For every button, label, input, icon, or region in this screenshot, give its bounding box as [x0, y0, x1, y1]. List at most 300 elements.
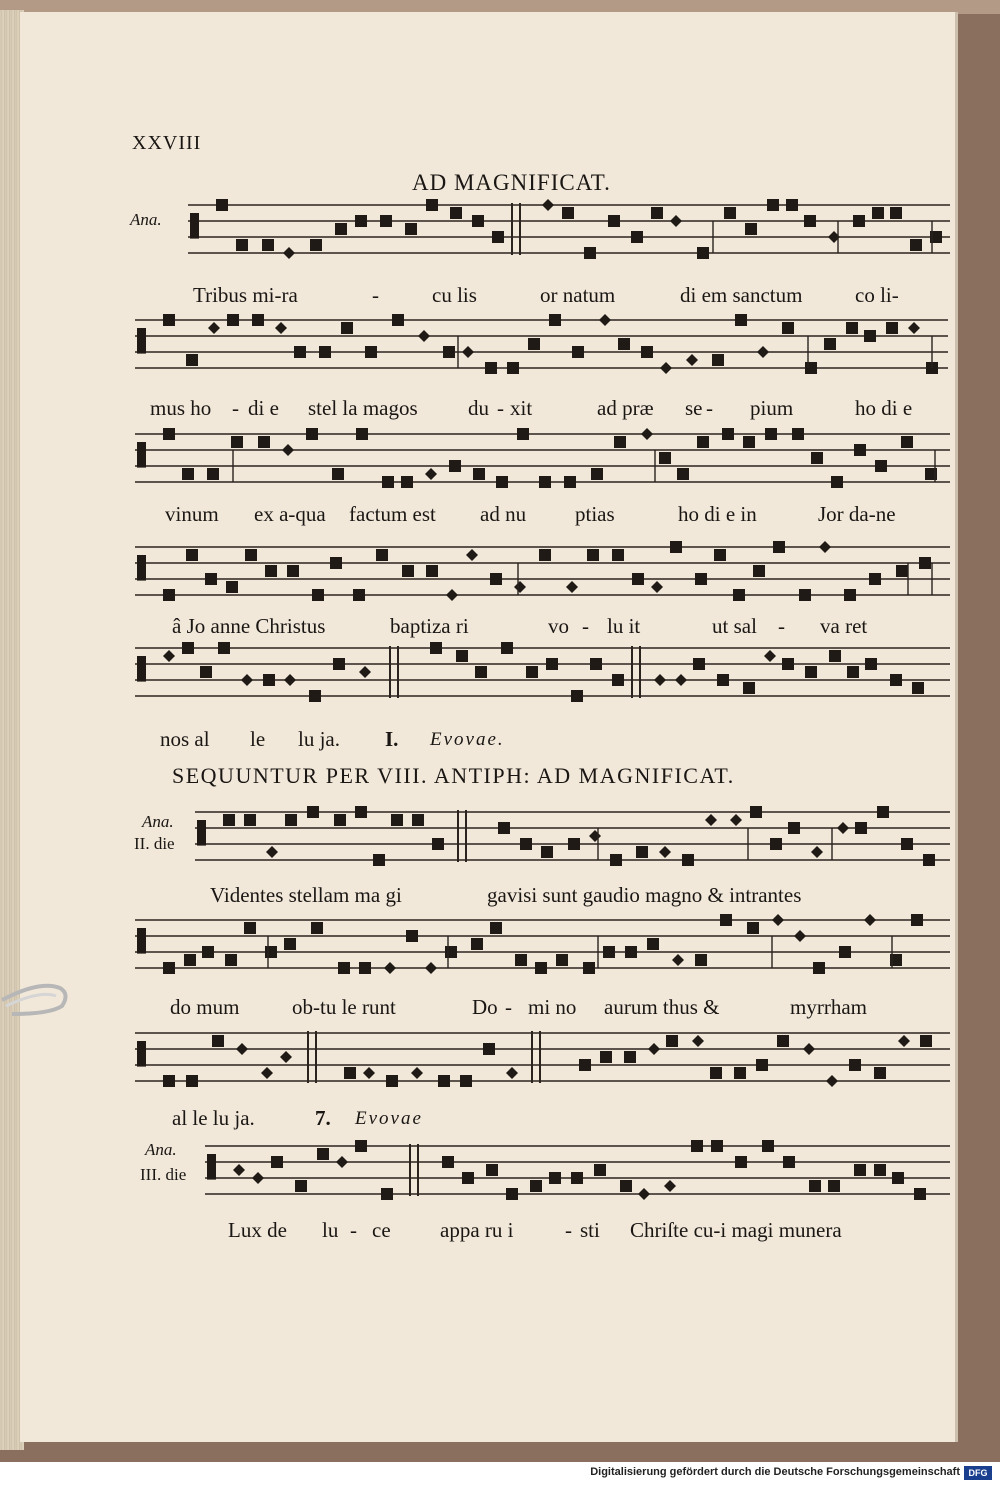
rhombus-neume [599, 314, 611, 326]
square-neume [849, 1059, 861, 1071]
square-neume [783, 1156, 795, 1168]
rhombus-neume [336, 1156, 348, 1168]
square-neume [216, 199, 228, 211]
square-neume [438, 1075, 450, 1087]
square-neume [670, 541, 682, 553]
square-neume [163, 589, 175, 601]
square-neume [901, 436, 913, 448]
rhombus-neume [864, 914, 876, 926]
square-neume [792, 428, 804, 440]
square-neume [610, 854, 622, 866]
square-neume [614, 436, 626, 448]
square-neume [462, 1172, 474, 1184]
square-neume [244, 922, 256, 934]
square-neume [310, 239, 322, 251]
square-neume [285, 814, 297, 826]
rhombus-neume [794, 930, 806, 942]
lyric-syllable: ob-tu le runt [292, 995, 396, 1019]
lyric-syllable: le [250, 727, 266, 751]
lyric-syllable: se [685, 396, 703, 420]
lyric-syllable: baptiza ri [390, 614, 469, 638]
lyric-syllable: co li- [855, 283, 899, 307]
square-neume [262, 239, 274, 251]
square-neume [568, 838, 580, 850]
square-neume [901, 838, 913, 850]
lyric-syllable: - [232, 396, 239, 420]
rhombus-neume [282, 444, 294, 456]
rhombus-neume [660, 362, 672, 374]
rhombus-neume [638, 1188, 650, 1200]
rhombus-neume [275, 322, 287, 334]
lyric-syllable: du [468, 396, 489, 420]
square-neume [624, 1051, 636, 1063]
square-neume [386, 1075, 398, 1087]
lyric-syllable: gavisi sunt gaudio magno & intrantes [487, 883, 802, 907]
square-neume [590, 658, 602, 670]
square-neume [426, 565, 438, 577]
square-neume [854, 1164, 866, 1176]
rhombus-neume [466, 549, 478, 561]
square-neume [753, 565, 765, 577]
square-neume [682, 854, 694, 866]
digitization-credit: Digitalisierung gefördert durch die Deutsche Forschungsgemeinschaft [590, 1466, 960, 1478]
lyric-syllable: ho di e in [678, 502, 757, 526]
lyric-syllable: - [505, 995, 512, 1019]
square-neume [854, 444, 866, 456]
square-neume [666, 1035, 678, 1047]
square-neume [912, 682, 924, 694]
square-neume [496, 476, 508, 488]
lyric-syllable: cu lis [432, 283, 477, 307]
lyric-syllable: ho di e [855, 396, 913, 420]
square-neume [583, 962, 595, 974]
rhombus-neume [418, 330, 430, 342]
square-neume [813, 962, 825, 974]
square-neume [485, 362, 497, 374]
square-neume [620, 1180, 632, 1192]
square-neume [546, 658, 558, 670]
rhombus-neume [675, 674, 687, 686]
rhombus-neume [252, 1172, 264, 1184]
square-neume [910, 239, 922, 251]
square-neume [562, 207, 574, 219]
rhombus-neume [283, 247, 295, 259]
digitization-footer [0, 1462, 1000, 1485]
square-neume [786, 199, 798, 211]
square-neume [886, 322, 898, 334]
square-neume [911, 914, 923, 926]
square-neume [344, 1067, 356, 1079]
square-neume [603, 946, 615, 958]
square-neume [432, 838, 444, 850]
square-neume [711, 1140, 723, 1152]
square-neume [853, 215, 865, 227]
square-neume [612, 674, 624, 686]
square-neume [600, 1051, 612, 1063]
square-neume [770, 838, 782, 850]
square-neume [231, 436, 243, 448]
square-neume [381, 1188, 393, 1200]
square-neume [338, 962, 350, 974]
square-neume [486, 1164, 498, 1176]
tone-mode-number: I. [385, 727, 399, 751]
lyric-syllable: Chriſte cu-i magi munera [630, 1218, 842, 1242]
square-neume [722, 428, 734, 440]
square-neume [330, 557, 342, 569]
square-neume [163, 1075, 175, 1087]
square-neume [809, 1180, 821, 1192]
lyric-syllable: ad præ [597, 396, 654, 420]
square-neume [473, 468, 485, 480]
c-clef-icon [137, 1041, 146, 1067]
lyric-syllable: vo [548, 614, 569, 638]
square-neume [865, 658, 877, 670]
square-neume [608, 215, 620, 227]
square-neume [890, 207, 902, 219]
square-neume [186, 1075, 198, 1087]
rhombus-neume [425, 468, 437, 480]
lyric-syllable: nos al [160, 727, 210, 751]
lyric-syllable: myrrham [790, 995, 867, 1019]
square-neume [186, 354, 198, 366]
lyric-syllable: - [372, 283, 379, 307]
square-neume [515, 954, 527, 966]
rhombus-neume [664, 1180, 676, 1192]
square-neume [541, 846, 553, 858]
square-neume [271, 1156, 283, 1168]
lyric-syllable: ex a-qua [254, 502, 326, 526]
square-neume [244, 814, 256, 826]
lyric-syllable: Videntes stellam ma gi [210, 883, 402, 907]
square-neume [450, 207, 462, 219]
square-neume [750, 806, 762, 818]
lyric-syllable: ce [372, 1218, 391, 1242]
rhombus-neume [898, 1035, 910, 1047]
square-neume [587, 549, 599, 561]
square-neume [202, 946, 214, 958]
square-neume [401, 476, 413, 488]
square-neume [632, 573, 644, 585]
square-neume [460, 1075, 472, 1087]
lyric-syllable: pium [750, 396, 794, 420]
square-neume [641, 346, 653, 358]
rhombus-neume [659, 846, 671, 858]
lyric-syllable: - [706, 396, 713, 420]
square-neume [773, 541, 785, 553]
square-neume [782, 322, 794, 334]
c-clef-icon [190, 213, 199, 239]
square-neume [376, 549, 388, 561]
lyric-syllable: - [565, 1218, 572, 1242]
antiphon-day-label: II. die [134, 834, 175, 853]
lyric-syllable: di e [248, 396, 279, 420]
square-neume [507, 362, 519, 374]
square-neume [612, 549, 624, 561]
square-neume [743, 682, 755, 694]
square-neume [265, 565, 277, 577]
square-neume [659, 452, 671, 464]
square-neume [877, 806, 889, 818]
square-neume [200, 666, 212, 678]
square-neume [236, 239, 248, 251]
rhombus-neume [506, 1067, 518, 1079]
square-neume [829, 650, 841, 662]
lyric-syllable: di em sanctum [680, 283, 803, 307]
square-neume [733, 589, 745, 601]
square-neume [724, 207, 736, 219]
rhombus-neume [803, 1043, 815, 1055]
square-neume [767, 199, 779, 211]
rhombus-neume [692, 1035, 704, 1047]
square-neume [875, 460, 887, 472]
square-neume [443, 346, 455, 358]
square-neume [564, 476, 576, 488]
square-neume [788, 822, 800, 834]
rhombus-neume [384, 962, 396, 974]
square-neume [332, 468, 344, 480]
section-title: AD MAGNIFICAT. [412, 170, 611, 195]
rhombus-neume [514, 581, 526, 593]
square-neume [625, 946, 637, 958]
square-neume [890, 674, 902, 686]
square-neume [777, 1035, 789, 1047]
lyric-syllable: xit [510, 396, 533, 420]
square-neume [212, 1035, 224, 1047]
lyric-syllable: - [497, 396, 504, 420]
lyric-syllable: ad nu [480, 502, 527, 526]
square-neume [294, 346, 306, 358]
square-neume [714, 549, 726, 561]
square-neume [373, 854, 385, 866]
square-neume [392, 314, 404, 326]
square-neume [636, 846, 648, 858]
square-neume [743, 436, 755, 448]
lyric-syllable: va ret [820, 614, 868, 638]
square-neume [647, 938, 659, 950]
lyric-syllable: Do [472, 995, 498, 1019]
square-neume [572, 346, 584, 358]
square-neume [782, 658, 794, 670]
square-neume [872, 207, 884, 219]
rhombus-neume [589, 830, 601, 842]
square-neume [391, 814, 403, 826]
lyric-syllable: vinum [165, 502, 219, 526]
c-clef-icon [137, 928, 146, 954]
square-neume [539, 476, 551, 488]
square-neume [406, 930, 418, 942]
square-neume [717, 674, 729, 686]
lyric-syllable: or natum [540, 283, 616, 307]
rhombus-neume [641, 428, 653, 440]
square-neume [449, 460, 461, 472]
square-neume [579, 1059, 591, 1071]
rhombus-neume [261, 1067, 273, 1079]
square-neume [517, 428, 529, 440]
square-neume [490, 922, 502, 934]
square-neume [295, 1180, 307, 1192]
c-clef-icon [137, 656, 146, 682]
square-neume [528, 338, 540, 350]
square-neume [501, 642, 513, 654]
square-neume [227, 314, 239, 326]
dfg-logo: DFG [964, 1466, 992, 1480]
square-neume [258, 436, 270, 448]
square-neume [839, 946, 851, 958]
square-neume [355, 215, 367, 227]
square-neume [855, 822, 867, 834]
rhombus-neume [757, 346, 769, 358]
square-neume [306, 428, 318, 440]
square-neume [526, 666, 538, 678]
square-neume [799, 589, 811, 601]
lyric-syllable: do mum [170, 995, 240, 1019]
rhombus-neume [672, 954, 684, 966]
lyric-syllable: lu it [607, 614, 641, 638]
rhombus-neume [266, 846, 278, 858]
square-neume [594, 1164, 606, 1176]
square-neume [530, 1180, 542, 1192]
rhombus-neume [826, 1075, 838, 1087]
square-neume [697, 436, 709, 448]
square-neume [734, 1067, 746, 1079]
rhombus-neume [764, 650, 776, 662]
square-neume [380, 215, 392, 227]
lyric-syllable: factum est [349, 502, 436, 526]
square-neume [720, 914, 732, 926]
square-neume [506, 1188, 518, 1200]
square-neume [333, 658, 345, 670]
square-neume [735, 1156, 747, 1168]
lyric-syllable: mus ho [150, 396, 212, 420]
rhombus-neume [425, 962, 437, 974]
square-neume [287, 565, 299, 577]
antiphon-day-label: III. die [140, 1165, 187, 1184]
square-neume [571, 1172, 583, 1184]
rhombus-neume [670, 215, 682, 227]
square-neume [549, 314, 561, 326]
square-neume [245, 549, 257, 561]
square-neume [456, 650, 468, 662]
lyric-syllable: Lux de [228, 1218, 287, 1242]
lyric-syllable: - [582, 614, 589, 638]
c-clef-icon [137, 328, 146, 354]
square-neume [693, 658, 705, 670]
antiphon-label: Ana. [145, 1140, 177, 1159]
square-neume [356, 428, 368, 440]
lyric-syllable: sti [580, 1218, 600, 1242]
square-neume [695, 573, 707, 585]
rhombus-neume [411, 1067, 423, 1079]
rhombus-neume [236, 1043, 248, 1055]
evovae-cadence: Evovae [355, 1108, 423, 1129]
square-neume [591, 468, 603, 480]
c-clef-icon [197, 820, 206, 846]
c-clef-icon [207, 1154, 216, 1180]
rhombus-neume [686, 354, 698, 366]
c-clef-icon [137, 442, 146, 468]
lyric-syllable: mi no [528, 995, 577, 1019]
square-neume [163, 314, 175, 326]
rhombus-neume [542, 199, 554, 211]
square-neume [492, 231, 504, 243]
square-neume [355, 806, 367, 818]
square-neume [677, 468, 689, 480]
square-neume [430, 642, 442, 654]
c-clef-icon [137, 555, 146, 581]
square-neume [483, 1043, 495, 1055]
rhombus-neume [730, 814, 742, 826]
square-neume [828, 1180, 840, 1192]
rhombus-neume [208, 322, 220, 334]
square-neume [697, 247, 709, 259]
rhombus-neume [772, 914, 784, 926]
rhombus-neume [284, 674, 296, 686]
rhombus-neume [233, 1164, 245, 1176]
square-neume [402, 565, 414, 577]
square-neume [811, 452, 823, 464]
square-neume [631, 231, 643, 243]
square-neume [334, 814, 346, 826]
square-neume [747, 922, 759, 934]
square-neume [445, 946, 457, 958]
square-neume [182, 468, 194, 480]
square-neume [359, 962, 371, 974]
square-neume [353, 589, 365, 601]
square-neume [571, 690, 583, 702]
square-neume [207, 468, 219, 480]
rhombus-neume [705, 814, 717, 826]
square-neume [520, 838, 532, 850]
square-neume [824, 338, 836, 350]
square-neume [710, 1067, 722, 1079]
square-neume [691, 1140, 703, 1152]
square-neume [307, 806, 319, 818]
lyric-syllable: lu [322, 1218, 339, 1242]
lyric-syllable: - [778, 614, 785, 638]
square-neume [847, 666, 859, 678]
rhombus-neume [566, 581, 578, 593]
lyric-syllable: appa ru i [440, 1218, 514, 1242]
square-neume [539, 549, 551, 561]
square-neume [805, 362, 817, 374]
section-subheading: SEQUUNTUR PER VIII. ANTIPH: AD MAGNIFICAT. [172, 763, 735, 788]
rhombus-neume [363, 1067, 375, 1079]
square-neume [498, 822, 510, 834]
square-neume [471, 938, 483, 950]
square-neume [442, 1156, 454, 1168]
rhombus-neume [837, 822, 849, 834]
antiphon-label: Ana. [142, 812, 174, 831]
rhombus-neume [651, 581, 663, 593]
square-neume [426, 199, 438, 211]
lyric-syllable: al le lu ja. [172, 1106, 255, 1130]
square-neume [651, 207, 663, 219]
lyric-syllable: ptias [575, 502, 615, 526]
tone-mode-number: 7. [315, 1106, 331, 1130]
square-neume [311, 922, 323, 934]
lyric-syllable: stel la magos [308, 396, 418, 420]
square-neume [355, 1140, 367, 1152]
square-neume [205, 573, 217, 585]
square-neume [869, 573, 881, 585]
square-neume [756, 1059, 768, 1071]
square-neume [472, 215, 484, 227]
square-neume [382, 476, 394, 488]
evovae-cadence: Evovae. [430, 729, 505, 750]
square-neume [163, 962, 175, 974]
rhombus-neume [163, 650, 175, 662]
rhombus-neume [811, 846, 823, 858]
